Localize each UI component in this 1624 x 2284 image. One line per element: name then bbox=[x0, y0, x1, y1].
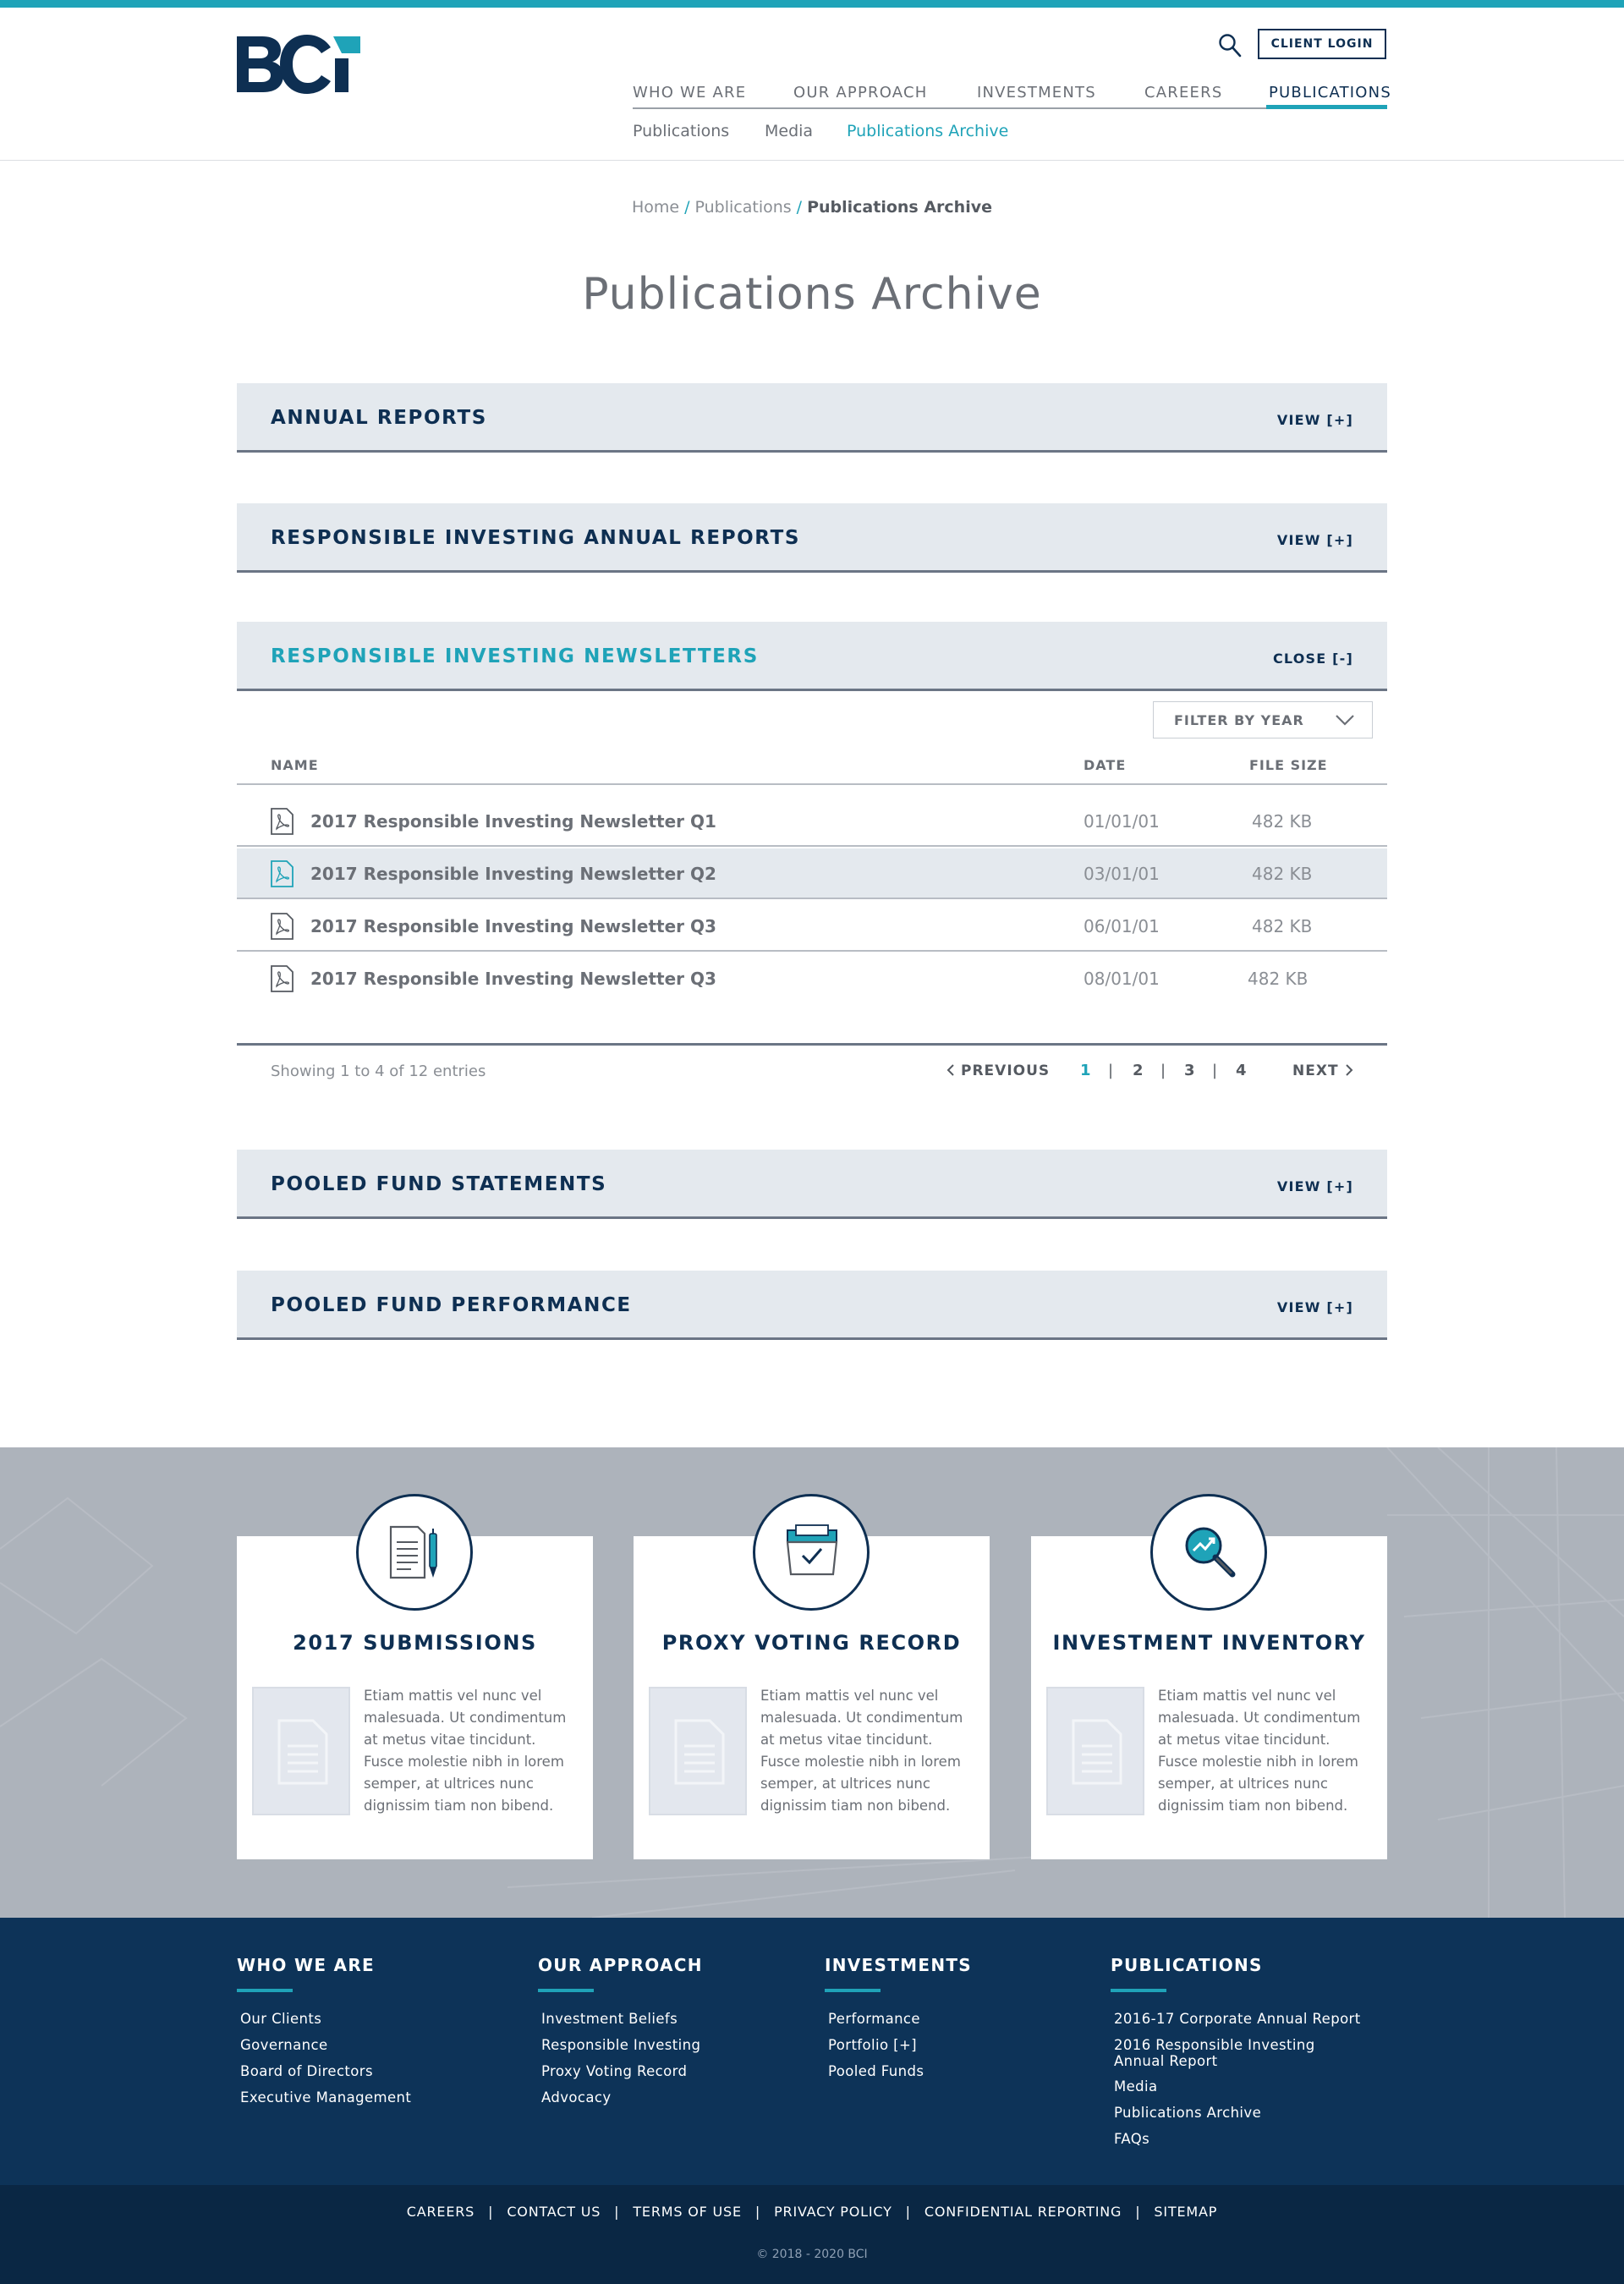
footer-link[interactable]: Responsible Investing bbox=[541, 2037, 701, 2053]
site-header bbox=[0, 8, 1624, 161]
cell-name: 2017 Responsible Investing Newsletter Q1 bbox=[310, 811, 716, 832]
footer-link[interactable]: 2016 Responsible Investing Annual Report bbox=[1114, 2037, 1315, 2069]
subnav-item-media[interactable]: Media bbox=[765, 122, 814, 140]
client-login-button[interactable]: CLIENT LOGIN bbox=[1258, 29, 1386, 59]
panel-view-toggle[interactable]: VIEW [+] bbox=[1276, 412, 1353, 428]
cell-date: 08/01/01 bbox=[1084, 969, 1160, 989]
breadcrumb-home[interactable]: Home bbox=[631, 198, 680, 217]
cell-file-size: 482 KB bbox=[1252, 811, 1313, 832]
panel-pooled-fund-performance[interactable] bbox=[237, 1271, 1387, 1340]
pagination-previous-label: PREVIOUS bbox=[961, 1062, 1051, 1079]
pagination-page-4[interactable]: 4 bbox=[1236, 1062, 1247, 1079]
footer-link[interactable]: Media bbox=[1114, 2078, 1158, 2095]
panel-title: RESPONSIBLE INVESTING NEWSLETTERS bbox=[271, 645, 759, 667]
panel-ri-newsletters[interactable] bbox=[237, 622, 1387, 691]
footer-link-contact-us[interactable]: CONTACT US bbox=[507, 2204, 601, 2220]
column-header-file-size[interactable]: FILE SIZE bbox=[1249, 757, 1328, 773]
panel-view-toggle[interactable]: VIEW [+] bbox=[1276, 532, 1353, 548]
card-submissions[interactable] bbox=[237, 1536, 593, 1859]
document-pen-icon bbox=[386, 1522, 445, 1583]
card-thumbnail bbox=[1046, 1687, 1144, 1815]
entries-count: Showing 1 to 4 of 12 entries bbox=[271, 1062, 486, 1080]
panel-annual-reports[interactable] bbox=[237, 383, 1387, 453]
panel-ri-annual-reports[interactable] bbox=[237, 503, 1387, 573]
column-header-date[interactable]: DATE bbox=[1084, 757, 1127, 773]
nav-item-who-we-are[interactable]: WHO WE ARE bbox=[633, 84, 747, 102]
footer-column-who-we-are bbox=[237, 1955, 411, 2116]
table-row[interactable] bbox=[237, 848, 1387, 899]
footer-link[interactable]: Executive Management bbox=[240, 2089, 412, 2106]
nav-item-careers[interactable]: CAREERS bbox=[1144, 84, 1223, 102]
footer-accent-bar bbox=[1111, 1989, 1166, 1992]
filter-by-year-select[interactable] bbox=[1153, 701, 1373, 738]
pagination-separator: | bbox=[1212, 1062, 1218, 1079]
card-icon-circle bbox=[356, 1494, 473, 1611]
footer-link[interactable]: Portfolio [+] bbox=[828, 2037, 918, 2053]
document-thumbnail-icon bbox=[277, 1719, 328, 1785]
footer-separator: | bbox=[905, 2204, 911, 2220]
pdf-icon bbox=[269, 965, 294, 992]
main-nav bbox=[633, 75, 1391, 109]
panel-close-toggle[interactable]: CLOSE [-] bbox=[1272, 651, 1353, 667]
footer-accent-bar bbox=[237, 1989, 293, 1992]
cell-file-size: 482 KB bbox=[1252, 864, 1313, 884]
table-row[interactable] bbox=[237, 796, 1387, 847]
footer-link-privacy-policy[interactable]: PRIVACY POLICY bbox=[774, 2204, 892, 2220]
pagination-page-2[interactable]: 2 bbox=[1133, 1062, 1144, 1079]
card-icon-circle bbox=[1150, 1494, 1267, 1611]
table-row[interactable] bbox=[237, 901, 1387, 952]
column-header-name[interactable]: NAME bbox=[271, 757, 319, 773]
cell-date: 01/01/01 bbox=[1084, 811, 1160, 832]
card-icon-circle bbox=[753, 1494, 870, 1611]
panel-title: POOLED FUND PERFORMANCE bbox=[271, 1294, 632, 1316]
ballot-box-icon bbox=[782, 1522, 842, 1583]
footer-link[interactable]: Investment Beliefs bbox=[541, 2011, 678, 2027]
footer-link[interactable]: Performance bbox=[828, 2011, 920, 2027]
panel-title: POOLED FUND STATEMENTS bbox=[271, 1173, 607, 1195]
table-header bbox=[237, 753, 1387, 785]
cell-file-size: 482 KB bbox=[1248, 969, 1309, 989]
subnav-item-publications-archive[interactable]: Publications Archive bbox=[847, 122, 1009, 140]
breadcrumb-separator: / bbox=[796, 198, 803, 217]
panel-pooled-fund-statements[interactable] bbox=[237, 1150, 1387, 1219]
cell-name: 2017 Responsible Investing Newsletter Q2 bbox=[310, 864, 716, 884]
subnav-item-publications[interactable]: Publications bbox=[633, 122, 730, 140]
card-title: INVESTMENT INVENTORY bbox=[1052, 1631, 1366, 1655]
footer-link[interactable]: Proxy Voting Record bbox=[541, 2063, 688, 2079]
footer-legal-links bbox=[0, 2204, 1624, 2220]
cell-file-size: 482 KB bbox=[1252, 916, 1313, 936]
footer-link[interactable]: Our Clients bbox=[240, 2011, 322, 2027]
panel-title: RESPONSIBLE INVESTING ANNUAL REPORTS bbox=[271, 527, 801, 549]
site-footer bbox=[0, 1918, 1624, 2185]
panel-view-toggle[interactable]: VIEW [+] bbox=[1276, 1299, 1353, 1315]
footer-column-investments bbox=[825, 1955, 972, 2089]
footer-link-confidential-reporting[interactable]: CONFIDENTIAL REPORTING bbox=[924, 2204, 1122, 2220]
footer-column-publications bbox=[1111, 1955, 1361, 2157]
filter-label: FILTER BY YEAR bbox=[1174, 712, 1304, 728]
footer-link[interactable]: Governance bbox=[240, 2037, 328, 2053]
cell-name: 2017 Responsible Investing Newsletter Q3 bbox=[310, 916, 716, 936]
document-thumbnail-icon bbox=[674, 1719, 725, 1785]
footer-link[interactable]: 2016-17 Corporate Annual Report bbox=[1114, 2011, 1361, 2027]
breadcrumb-separator: / bbox=[684, 198, 690, 217]
breadcrumb-publications[interactable]: Publications bbox=[694, 198, 792, 217]
pagination-separator: | bbox=[1108, 1062, 1114, 1079]
chevron-left-icon bbox=[946, 1063, 956, 1077]
magnifier-chart-icon bbox=[1180, 1522, 1239, 1583]
footer-accent-bar bbox=[825, 1989, 881, 1992]
footer-column-our-approach bbox=[538, 1955, 703, 2116]
footer-link[interactable]: Pooled Funds bbox=[828, 2063, 924, 2079]
footer-column-title: PUBLICATIONS bbox=[1111, 1955, 1263, 1975]
feature-band bbox=[0, 1447, 1624, 1918]
cell-date: 06/01/01 bbox=[1084, 916, 1160, 936]
footer-link-sitemap[interactable]: SITEMAP bbox=[1154, 2204, 1218, 2220]
card-description: Etiam mattis vel nunc vel malesuada. Ut condimentum at metus vitae tincidunt. Fusce molestie nibh in lorem semper, at ultrices nunc dignissim tiam non bibend. bbox=[1158, 1688, 1361, 1814]
nav-item-our-approach[interactable]: OUR APPROACH bbox=[793, 84, 928, 102]
page-title: Publications Archive bbox=[582, 269, 1042, 320]
breadcrumb bbox=[0, 198, 1624, 217]
card-thumbnail bbox=[252, 1687, 350, 1815]
chevron-right-icon bbox=[1344, 1063, 1354, 1077]
card-title: PROXY VOTING RECORD bbox=[661, 1631, 962, 1655]
pagination-next-label: NEXT bbox=[1292, 1062, 1339, 1079]
table-row[interactable] bbox=[237, 953, 1387, 1004]
pagination-separator: | bbox=[1160, 1062, 1166, 1079]
footer-accent-bar bbox=[538, 1989, 594, 1992]
cell-name: 2017 Responsible Investing Newsletter Q3 bbox=[310, 969, 716, 989]
card-description: Etiam mattis vel nunc vel malesuada. Ut condimentum at metus vitae tincidunt. Fusce molestie nibh in lorem semper, at ultrices nunc dignissim tiam non bibend. bbox=[364, 1688, 567, 1814]
card-title: 2017 SUBMISSIONS bbox=[293, 1631, 537, 1655]
chevron-down-icon bbox=[1335, 712, 1355, 727]
footer-column-title: OUR APPROACH bbox=[538, 1955, 703, 1975]
footer-link[interactable]: FAQs bbox=[1114, 2131, 1150, 2147]
card-investment-inventory[interactable] bbox=[1031, 1536, 1387, 1859]
footer-separator: | bbox=[754, 2204, 761, 2220]
card-description: Etiam mattis vel nunc vel malesuada. Ut condimentum at metus vitae tincidunt. Fusce molestie nibh in lorem semper, at ultrices nunc dignissim tiam non bibend. bbox=[760, 1688, 963, 1814]
pagination-page-3[interactable]: 3 bbox=[1184, 1062, 1195, 1079]
panel-view-toggle[interactable]: VIEW [+] bbox=[1276, 1178, 1353, 1194]
pagination-previous[interactable] bbox=[946, 1062, 1050, 1079]
footer-link[interactable]: Advocacy bbox=[541, 2089, 612, 2106]
footer-bottom-bar bbox=[0, 2185, 1624, 2284]
footer-column-title: WHO WE ARE bbox=[237, 1955, 375, 1975]
pdf-icon bbox=[269, 808, 294, 835]
footer-link-terms-of-use[interactable]: TERMS OF USE bbox=[633, 2204, 742, 2220]
footer-link-careers[interactable]: CAREERS bbox=[406, 2204, 475, 2220]
table-footer bbox=[237, 1043, 1387, 1101]
cell-date: 03/01/01 bbox=[1084, 864, 1160, 884]
footer-link[interactable]: Publications Archive bbox=[1114, 2105, 1262, 2121]
pdf-icon bbox=[269, 913, 294, 940]
pdf-icon bbox=[269, 860, 294, 887]
footer-separator: | bbox=[614, 2204, 620, 2220]
footer-column-title: INVESTMENTS bbox=[825, 1955, 973, 1975]
nav-active-indicator bbox=[1266, 105, 1387, 109]
card-proxy-voting-record[interactable] bbox=[634, 1536, 990, 1859]
pagination-next[interactable] bbox=[1292, 1062, 1354, 1079]
footer-separator: | bbox=[1135, 2204, 1141, 2220]
nav-item-investments[interactable]: INVESTMENTS bbox=[977, 84, 1096, 102]
panel-title: ANNUAL REPORTS bbox=[271, 407, 487, 429]
search-icon[interactable] bbox=[1218, 33, 1242, 58]
bci-logo[interactable] bbox=[237, 35, 360, 94]
pagination-page-1[interactable]: 1 bbox=[1080, 1062, 1091, 1079]
footer-separator: | bbox=[488, 2204, 494, 2220]
copyright: © 2018 - 2020 BCI bbox=[756, 2248, 868, 2261]
breadcrumb-current: Publications Archive bbox=[807, 198, 992, 217]
footer-link[interactable]: Board of Directors bbox=[240, 2063, 373, 2079]
card-thumbnail bbox=[649, 1687, 747, 1815]
nav-item-publications[interactable]: PUBLICATIONS bbox=[1269, 84, 1391, 102]
top-accent-bar bbox=[0, 0, 1624, 8]
document-thumbnail-icon bbox=[1072, 1719, 1122, 1785]
